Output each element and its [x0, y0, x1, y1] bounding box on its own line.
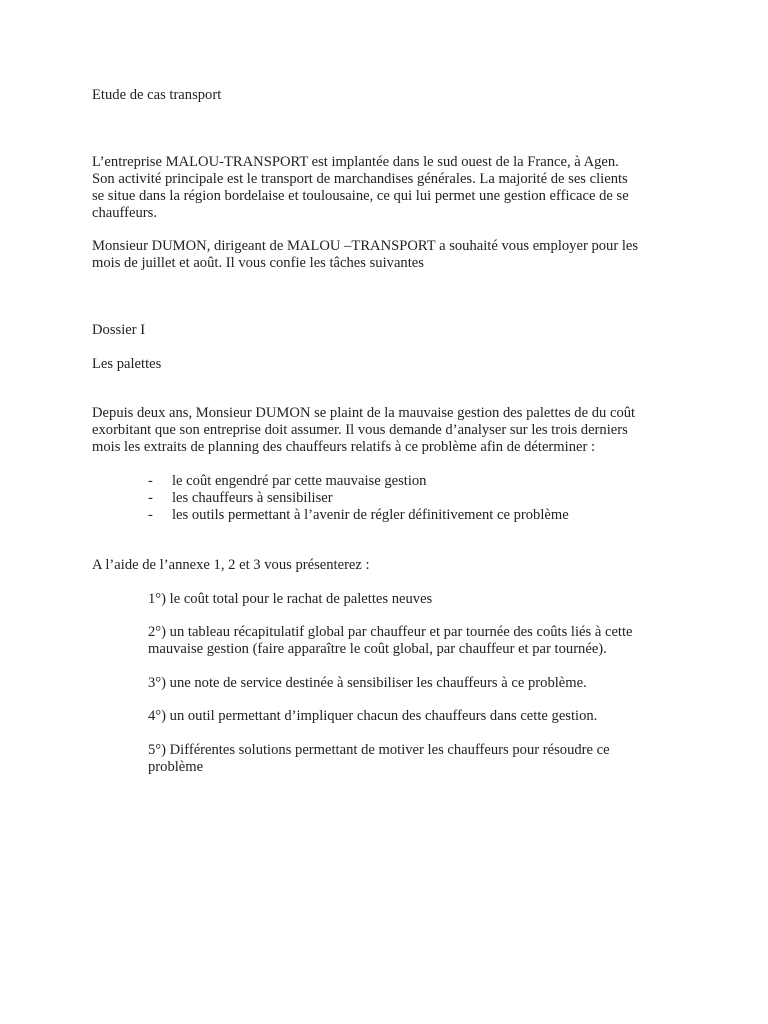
- annex-intro: A l’aide de l’annexe 1, 2 et 3 vous présenterez :: [92, 557, 370, 573]
- task-4: 4°) un outil permettant d’impliquer chacun des chauffeurs dans cette gestion.: [148, 708, 598, 724]
- task-2: 2°) un tableau récapitulatif global par chauffeur et par tournée des coûts liés à cette: [148, 624, 633, 640]
- document-title: Etude de cas transport: [92, 87, 222, 103]
- mission-line: Monsieur DUMON, dirigeant de MALOU –TRANSPORT a souhaité vous employer pour les: [92, 238, 639, 254]
- intro-line: chauffeurs.: [92, 205, 157, 221]
- bullet-dash: -: [148, 473, 153, 489]
- bullet-dash: -: [148, 507, 153, 523]
- task-5: 5°) Différentes solutions permettant de motiver les chauffeurs pour résoudre ce: [148, 742, 610, 758]
- intro-line: L’entreprise MALOU-TRANSPORT est implantée dans le sud ouest de la France, à Agen.: [92, 154, 619, 170]
- task-2-continued: mauvaise gestion (faire apparaître le coût global, par chauffeur et par tournée).: [148, 641, 607, 657]
- intro-line: se situe dans la région bordelaise et toulousaine, ce qui lui permet une gestion efficace de se: [92, 188, 629, 204]
- bullet-item: les outils permettant à l’avenir de régler définitivement ce problème: [172, 507, 569, 523]
- problem-line: exorbitant que son entreprise doit assumer. Il vous demande d’analyser sur les trois derniers: [92, 422, 628, 438]
- bullet-item: les chauffeurs à sensibiliser: [172, 490, 333, 506]
- problem-line: mois les extraits de planning des chauffeurs relatifs à ce problème afin de déterminer :: [92, 439, 596, 455]
- dossier-heading: Dossier I: [92, 322, 146, 338]
- intro-line: Son activité principale est le transport de marchandises générales. La majorité de ses clients: [92, 171, 628, 187]
- section-heading: Les palettes: [92, 356, 162, 372]
- task-1: 1°) le coût total pour le rachat de palettes neuves: [148, 591, 433, 607]
- task-3: 3°) une note de service destinée à sensibiliser les chauffeurs à ce problème.: [148, 675, 587, 691]
- task-5-continued: problème: [148, 759, 204, 775]
- problem-line: Depuis deux ans, Monsieur DUMON se plaint de la mauvaise gestion des palettes de du coût: [92, 405, 636, 421]
- bullet-dash: -: [148, 490, 153, 506]
- mission-line: mois de juillet et août. Il vous confie les tâches suivantes: [92, 255, 424, 271]
- bullet-item: le coût engendré par cette mauvaise gestion: [172, 473, 427, 489]
